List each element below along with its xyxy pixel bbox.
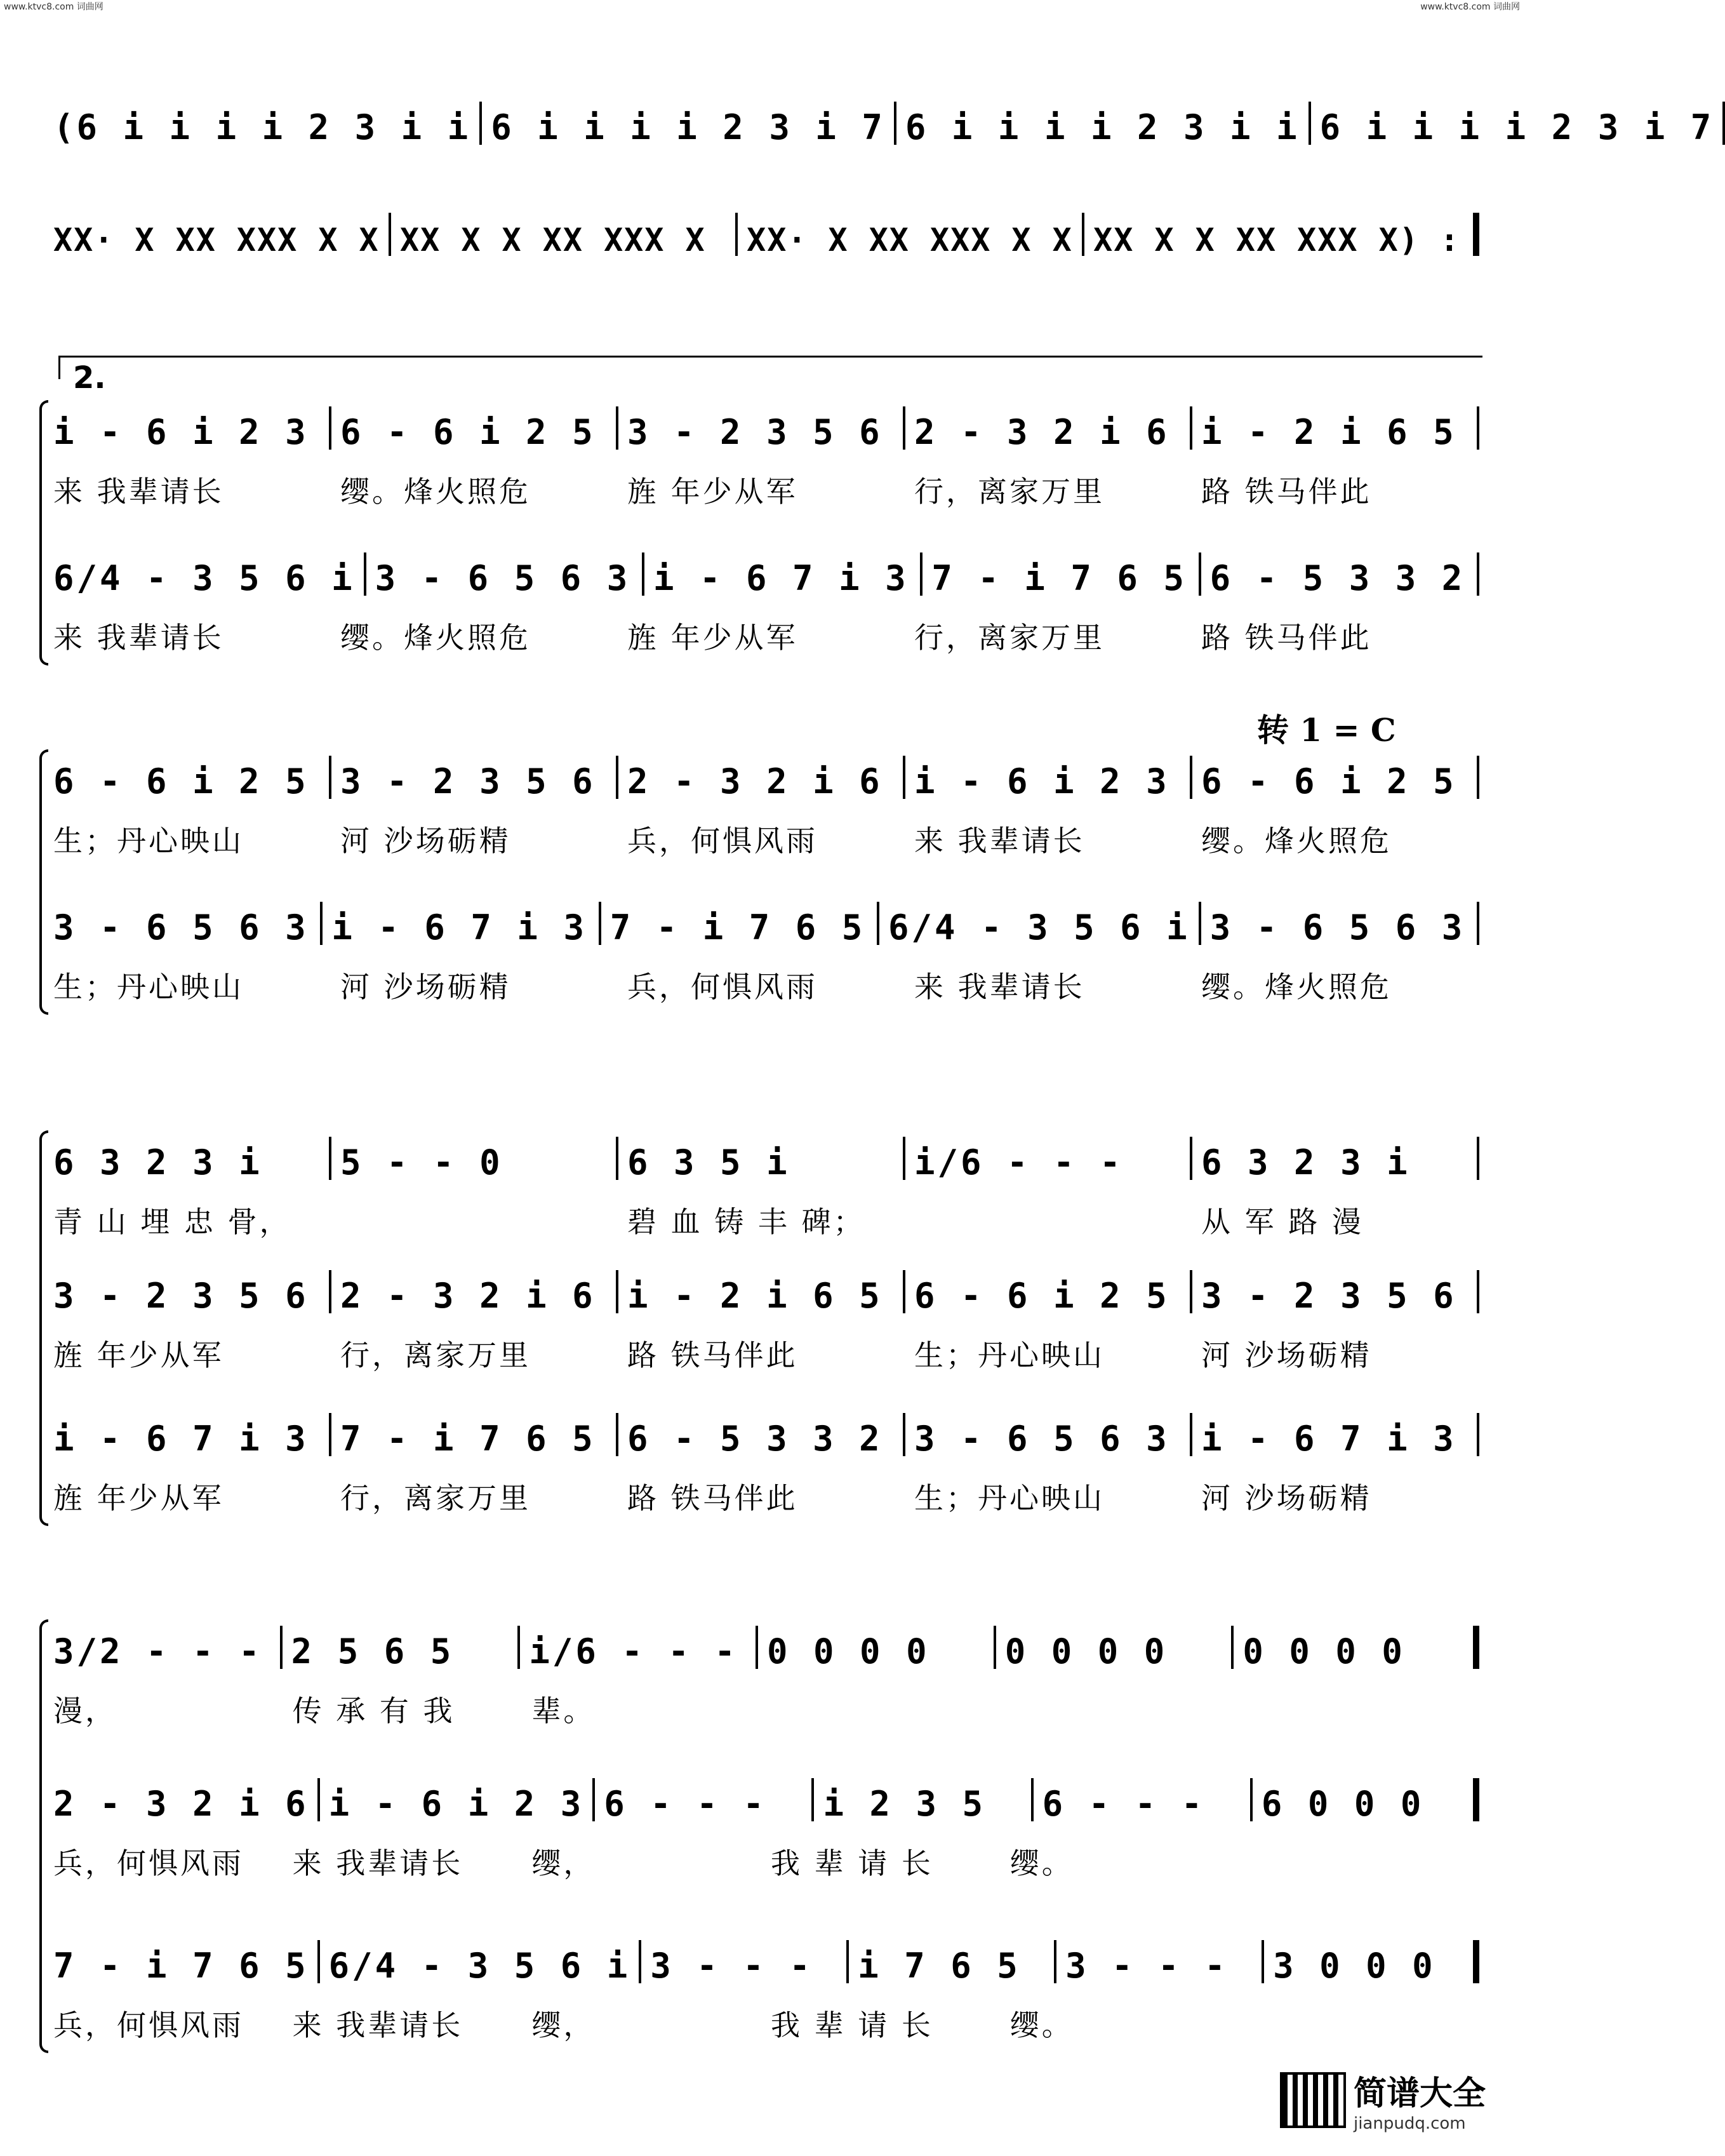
measure: 6 - 6 i 2 5 bbox=[1201, 761, 1456, 801]
measure: 2 - 3 2 i 6 bbox=[340, 1276, 596, 1316]
melody-row bbox=[44, 756, 1479, 801]
repeat-end-barline bbox=[1473, 213, 1479, 256]
measure: 6 - - - bbox=[1042, 1784, 1205, 1824]
measure: 2 - 3 2 i 6 bbox=[627, 761, 882, 801]
lyric-row bbox=[44, 2004, 1479, 2044]
measure: i - 6 7 i 3 bbox=[653, 558, 909, 598]
measure: 3 0 0 0 bbox=[1273, 1946, 1435, 1986]
lyric-row bbox=[44, 1476, 1479, 1517]
measure: (6 i i i i 2 3 i i bbox=[53, 107, 471, 147]
lyric-segment: 缨。 bbox=[1009, 2008, 1074, 2042]
lyric-row bbox=[44, 819, 1479, 860]
lyric-segment: 来 我辈请长 bbox=[914, 970, 1085, 1004]
lyric-segment: 兵，何惧风雨 bbox=[627, 970, 818, 1004]
measure: 3 - - - bbox=[1065, 1946, 1228, 1986]
lyric-segment: 来 我辈请长 bbox=[53, 620, 224, 655]
measure: 3 - 6 5 6 3 bbox=[914, 1419, 1169, 1459]
measure: 7 - i 7 6 5 bbox=[340, 1419, 596, 1459]
measure: 2 5 6 5 bbox=[291, 1631, 454, 1671]
lyric-segment: 缨。烽火照危 bbox=[340, 474, 531, 509]
melody-row bbox=[44, 552, 1479, 598]
lyric-segment: 路 铁马伴此 bbox=[627, 1338, 798, 1372]
measure: 3 - 2 3 5 6 bbox=[627, 412, 882, 452]
lyric-row bbox=[44, 965, 1479, 1006]
measure: 3 - 2 3 5 6 bbox=[1201, 1276, 1456, 1316]
measure: 3 - 6 5 6 3 bbox=[1209, 907, 1465, 947]
measure: i/6 - - - bbox=[914, 1142, 1123, 1182]
measure: 6 i i i i 2 3 i i bbox=[905, 107, 1300, 147]
measure: 6/4 - 3 5 6 i bbox=[328, 1946, 630, 1986]
intro-melody-row bbox=[44, 102, 1714, 147]
measure: 3/2 - - - bbox=[53, 1631, 262, 1671]
measure: 0 0 0 0 bbox=[767, 1631, 929, 1671]
measure: i - 6 i 2 3 bbox=[53, 412, 309, 452]
barline bbox=[1477, 1137, 1479, 1180]
measure: 6 - 6 i 2 5 bbox=[53, 761, 309, 801]
melody-row bbox=[44, 406, 1479, 452]
header-right-text: www.ktvc8.com 词曲网 bbox=[1420, 2, 1520, 12]
barline bbox=[1477, 756, 1479, 799]
measure: 0 0 0 0 bbox=[1004, 1631, 1168, 1671]
measure: 6 3 2 3 i bbox=[53, 1142, 262, 1182]
lyric-segment: 路 铁马伴此 bbox=[627, 1481, 798, 1515]
lyric-segment: 缨， bbox=[531, 2008, 596, 2042]
lyric-segment: 传 承 有 我 bbox=[292, 1694, 455, 1728]
lyric-segment: 缨。烽火照危 bbox=[340, 620, 531, 655]
lyric-segment: 行，离家万里 bbox=[914, 620, 1105, 655]
measure: 6 0 0 0 bbox=[1261, 1784, 1424, 1824]
site-logo bbox=[1280, 2066, 1486, 2133]
logo-url: jianpudq.com bbox=[1353, 2114, 1466, 2133]
measure: XX X X XX XXX X) : bbox=[1093, 222, 1460, 258]
measure: i - 2 i 6 5 bbox=[1201, 412, 1456, 452]
barline bbox=[1477, 1270, 1479, 1313]
header-left-text: www.ktvc8.com 词曲网 bbox=[4, 2, 103, 12]
measure: i 7 6 5 bbox=[858, 1946, 1020, 1986]
lyric-segment: 我 辈 请 长 bbox=[771, 2008, 933, 2042]
lyric-row bbox=[44, 616, 1479, 657]
lyric-segment: 生；丹心映山 bbox=[53, 824, 244, 858]
lyric-segment: 河 沙场砺精 bbox=[340, 970, 511, 1004]
lyric-segment: 兵，何惧风雨 bbox=[53, 1846, 244, 1880]
lyric-segment: 缨。 bbox=[1009, 1846, 1074, 1880]
lyric-segment: 缨。烽火照危 bbox=[1201, 970, 1392, 1004]
measure: 3 - - - bbox=[650, 1946, 813, 1986]
lyric-segment: 我 辈 请 长 bbox=[771, 1846, 933, 1880]
lyric-segment: 兵，何惧风雨 bbox=[627, 824, 818, 858]
lyric-row bbox=[44, 1842, 1479, 1882]
volta-label: 2. bbox=[73, 360, 106, 396]
measure: 6 - - - bbox=[604, 1784, 766, 1824]
measure: 3 - 6 5 6 3 bbox=[375, 558, 630, 598]
measure: 5 - - 0 bbox=[340, 1142, 503, 1182]
measure: i - 6 7 i 3 bbox=[53, 1419, 309, 1459]
barline bbox=[1477, 1413, 1479, 1456]
measure: 6/4 - 3 5 6 i bbox=[888, 907, 1190, 947]
melody-row bbox=[44, 1137, 1479, 1182]
measure: 7 - i 7 6 5 bbox=[53, 1946, 309, 1986]
lyric-segment: 来 我辈请长 bbox=[914, 824, 1085, 858]
lyric-segment: 来 我辈请长 bbox=[53, 474, 224, 509]
measure: i - 2 i 6 5 bbox=[627, 1276, 882, 1316]
lyric-segment: 来 我辈请长 bbox=[292, 1846, 463, 1880]
measure: i - 6 i 2 3 bbox=[914, 761, 1169, 801]
measure: 3 - 6 5 6 3 bbox=[53, 907, 309, 947]
measure: 3 - 2 3 5 6 bbox=[340, 761, 596, 801]
volta-bracket bbox=[58, 356, 1482, 396]
lyric-row bbox=[44, 1689, 1479, 1730]
lyric-segment: 辈。 bbox=[531, 1694, 596, 1728]
measure: 6 - 5 3 3 2 bbox=[627, 1419, 882, 1459]
lyric-segment: 河 沙场砺精 bbox=[340, 824, 511, 858]
lyric-segment: 行，离家万里 bbox=[914, 474, 1105, 509]
measure: 2 - 3 2 i 6 bbox=[53, 1784, 309, 1824]
measure: XX· X XX XXX X X bbox=[53, 222, 380, 258]
melody-row bbox=[44, 1626, 1479, 1671]
melody-row bbox=[44, 1413, 1479, 1459]
melody-row bbox=[44, 1270, 1479, 1316]
lyric-segment: 路 铁马伴此 bbox=[1201, 620, 1372, 655]
lyric-segment: 生；丹心映山 bbox=[914, 1338, 1105, 1372]
measure: i - 6 7 i 3 bbox=[1201, 1419, 1456, 1459]
lyric-segment: 缨， bbox=[531, 1846, 596, 1880]
measure: 6 - 5 3 3 2 bbox=[1209, 558, 1465, 598]
measure: i 2 3 5 bbox=[823, 1784, 986, 1824]
barline bbox=[1477, 902, 1479, 945]
piano-keys-icon bbox=[1280, 2072, 1346, 2128]
lyric-segment: 漫， bbox=[53, 1694, 117, 1728]
measure: 6/4 - 3 5 6 i bbox=[53, 558, 355, 598]
system-bracket bbox=[39, 1619, 48, 2053]
measure: 6 i i i i 2 3 i 7 bbox=[1319, 107, 1714, 147]
lyric-segment: 来 我辈请长 bbox=[292, 2008, 463, 2042]
measure: i - 6 7 i 3 bbox=[331, 907, 587, 947]
measure: 6 i i i i 2 3 i 7 bbox=[491, 107, 885, 147]
measure: XX X X XX XXX X bbox=[400, 222, 706, 258]
lyric-segment: 兵，何惧风雨 bbox=[53, 2008, 244, 2042]
measure: 6 - 6 i 2 5 bbox=[914, 1276, 1169, 1316]
barline bbox=[1477, 406, 1479, 450]
lyric-segment: 碧 血 铸 丰 碑； bbox=[627, 1205, 865, 1239]
lyric-segment: 生；丹心映山 bbox=[914, 1481, 1105, 1515]
melody-row bbox=[44, 902, 1479, 947]
measure: 7 - i 7 6 5 bbox=[609, 907, 865, 947]
lyric-segment: 从 军 路 漫 bbox=[1201, 1205, 1364, 1239]
lyric-row bbox=[44, 470, 1479, 511]
lyric-segment: 路 铁马伴此 bbox=[1201, 474, 1372, 509]
melody-row bbox=[44, 1778, 1479, 1824]
measure: 7 - i 7 6 5 bbox=[931, 558, 1187, 598]
lyric-segment: 缨。烽火照危 bbox=[1201, 824, 1392, 858]
measure: 6 - 6 i 2 5 bbox=[340, 412, 596, 452]
barline bbox=[1473, 1626, 1479, 1669]
logo-title: 简谱大全 bbox=[1353, 2075, 1486, 2113]
lyric-segment: 行，离家万里 bbox=[340, 1338, 531, 1372]
lyric-segment: 旌 年少从军 bbox=[627, 620, 798, 655]
measure: i - 6 i 2 3 bbox=[328, 1784, 584, 1824]
barline bbox=[1722, 102, 1725, 145]
key-change-label: 转 1 = C bbox=[1257, 711, 1396, 749]
lyric-segment: 行，离家万里 bbox=[340, 1481, 531, 1515]
system-bracket bbox=[39, 1130, 48, 1526]
barline bbox=[1473, 1940, 1479, 1983]
lyric-segment: 旌 年少从军 bbox=[53, 1481, 224, 1515]
barline bbox=[1477, 552, 1479, 596]
measure: 2 - 3 2 i 6 bbox=[914, 412, 1169, 452]
lyric-segment: 青 山 埋 忠 骨， bbox=[53, 1205, 291, 1239]
lyric-segment: 生；丹心映山 bbox=[53, 970, 244, 1004]
barline bbox=[1473, 1778, 1479, 1821]
lyric-segment: 旌 年少从军 bbox=[53, 1338, 224, 1372]
measure: XX· X XX XXX X X bbox=[747, 222, 1073, 258]
measure: 6 3 5 i bbox=[627, 1142, 790, 1182]
measure: 6 3 2 3 i bbox=[1201, 1142, 1410, 1182]
measure: i/6 - - - bbox=[529, 1631, 738, 1671]
melody-row bbox=[44, 1940, 1479, 1986]
measure: 0 0 0 0 bbox=[1242, 1631, 1405, 1671]
intro-rhythm-row bbox=[44, 213, 1479, 258]
measure: 3 - 2 3 5 6 bbox=[53, 1276, 309, 1316]
lyric-segment: 旌 年少从军 bbox=[627, 474, 798, 509]
lyric-segment: 河 沙场砺精 bbox=[1201, 1481, 1372, 1515]
lyric-segment: 河 沙场砺精 bbox=[1201, 1338, 1372, 1372]
lyric-row bbox=[44, 1200, 1479, 1241]
lyric-row bbox=[44, 1334, 1479, 1374]
